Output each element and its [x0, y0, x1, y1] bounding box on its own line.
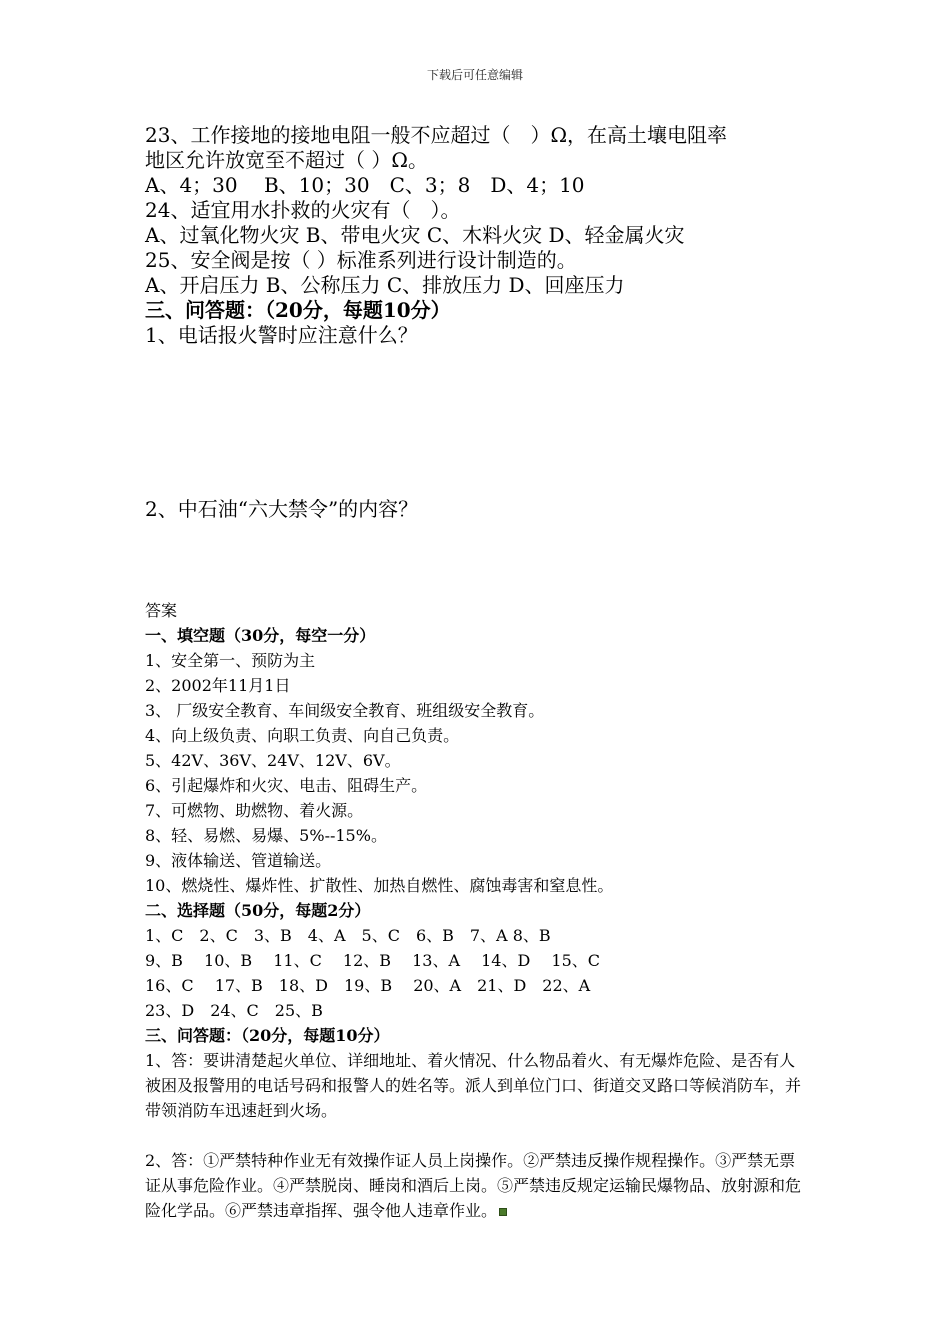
- fill-answer: 4、向上级负责、向职工负责、向自己负责。: [145, 726, 460, 745]
- answers-title: 答案: [145, 601, 178, 620]
- fill-answer: 3、 厂级安全教育、车间级安全教育、班组级安全教育。: [145, 701, 545, 720]
- choice-answer-row: 16、C 17、B 18、D 19、B 20、A 21、D 22、A: [145, 976, 591, 995]
- qa-question-2: 2、中石油“六大禁令”的内容？: [145, 497, 419, 521]
- fill-answer: 6、引起爆炸和火灾、电击、阻碍生产。: [145, 776, 428, 795]
- qa-answer-1: 1、答：要讲清楚起火单位、详细地址、着火情况、什么物品着火、有无爆炸危险、是否有人被困及报警用的电话号码和报警人的姓名等。派人到单位门口、街道交叉路口等候消防车，并带领消防车迅速赶到火场。: [145, 1051, 802, 1120]
- answers-section-1-title: 一、填空题（30分，每空一分）: [145, 626, 376, 645]
- question-23-line-1: 23、工作接地的接地电阻一般不应超过（ ）Ω，在高土壤电阻率: [145, 123, 728, 147]
- question-23-options: A、4；30 B、10；30 C、3；8 D、4；10: [145, 173, 585, 197]
- choice-answer-row: 9、B 10、B 11、C 12、B 13、A 14、D 15、C: [145, 951, 600, 970]
- fill-answer: 1、安全第一、预防为主: [145, 651, 316, 670]
- question-25-options: A、开启压力 B、公称压力 C、排放压力 D、回座压力: [145, 273, 625, 297]
- qa-question-2-block: [145, 497, 845, 522]
- fill-answer: 5、42V、36V、24V、12V、6V。: [145, 751, 401, 770]
- answers-section-2-title: 二、选择题（50分，每题2分）: [145, 901, 371, 920]
- fill-answer: 2、2002年11月1日: [145, 676, 291, 695]
- choice-answer-row: 1、C 2、C 3、B 4、A 5、C 6、B 7、A 8、B: [145, 926, 551, 945]
- fill-answer: 10、燃烧性、爆炸性、扩散性、加热自燃性、腐蚀毒害和窒息性。: [145, 876, 614, 895]
- qa-answer-2: 2、答：①严禁特种作业无有效操作证人员上岗操作。②严禁违反操作规程操作。③严禁无票证从事危险作业。④严禁脱岗、睡岗和酒后上岗。⑤严禁违反规定运输民爆物品、放射源和危险化学品。⑥严禁违章指挥、强令他人违章作业。: [145, 1151, 802, 1220]
- question-25: 25、安全阀是按（ ）标准系列进行设计制造的。: [145, 248, 577, 272]
- fill-answer: 7、可燃物、助燃物、着火源。: [145, 801, 364, 820]
- anchor-marker-icon: [499, 1208, 507, 1216]
- choice-answer-row: 23、D 24、C 25、B: [145, 1001, 323, 1020]
- fill-answer: 9、液体输送、管道输送。: [145, 851, 332, 870]
- question-24: 24、适宜用水扑救的火灾有（ ）。: [145, 198, 461, 222]
- qa-question-1: 1、电话报火警时应注意什么？: [145, 323, 418, 347]
- question-23-line-2: 地区允许放宽至不超过（ ）Ω。: [145, 148, 428, 172]
- questions-section: [145, 123, 845, 348]
- spacer: [145, 1123, 845, 1148]
- qa-answer-2-wrap: [145, 1148, 805, 1223]
- answers-section: [145, 598, 845, 1223]
- section-3-title: 三、问答题：（20分，每题10分）: [145, 298, 451, 322]
- answers-section-3-title: 三、问答题：（20分，每题10分）: [145, 1026, 390, 1045]
- page-header: 下载后可任意编辑: [426, 68, 523, 82]
- question-24-options: A、过氧化物火灾 B、带电火灾 C、木料火灾 D、轻金属火灾: [145, 223, 685, 247]
- fill-answer: 8、轻、易燃、易爆、5%--15%。: [145, 826, 387, 845]
